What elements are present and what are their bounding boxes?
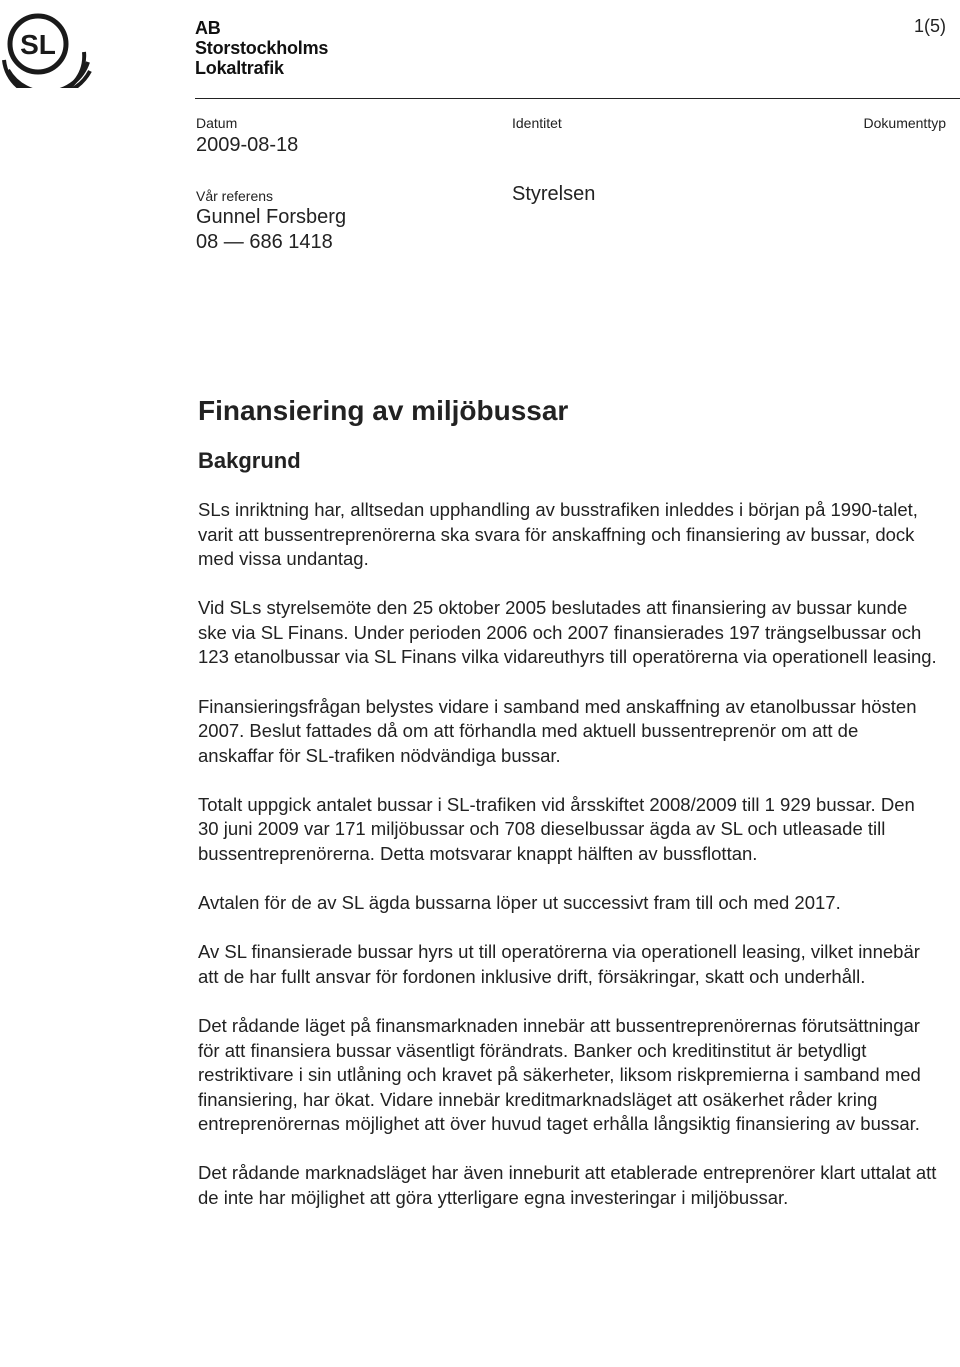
organization-name (195, 18, 328, 78)
paragraph: Det rådande läget på finansmarknaden innebär att bussentreprenörernas förutsättningar för att finansiera bussar väsentligt förändrats. Banker och kreditinstitut är betydligt restriktivare i sin utlåning och kravet på säkerheter, liksom riskpremierna i samband med finansiering, har ökat. Vidare innebär kreditmarknadsläget att osäkerhet råder kring entreprenörernas möjlighet att över huvud taget erhålla långsiktig finansiering av bussar. (198, 1014, 921, 1135)
org-line-2: Storstockholms (195, 38, 329, 58)
date-value: 2009-08-18 (196, 134, 299, 156)
org-line-3: Lokaltrafik (195, 58, 284, 78)
section-heading: Bakgrund (198, 448, 301, 473)
svg-text:SL: SL (20, 29, 56, 60)
paragraph: Totalt uppgick antalet bussar i SL-trafiken vid årsskiftet 2008/2009 till 1 929 bussar. Den 30 juni 2009 var 171 miljöbussar och 708 dieselbussar ägda av SL och utleasade till bussentreprenörerna. Detta motsvarar knappt hälften av bussflottan. (198, 793, 915, 865)
sl-logo-icon (0, 8, 92, 88)
doctype-label: Dokumenttyp (863, 115, 946, 131)
reference-name: Gunnel Forsberg (196, 206, 347, 228)
paragraph: Finansieringsfrågan belystes vidare i samband med anskaffning av etanolbussar hösten 2007. Beslut fattades då om att förhandla med aktuell bussentreprenör om att de anskaffar för SL-trafiken nödvändiga bussar. (198, 695, 917, 766)
org-line-1: AB (195, 18, 221, 38)
reference-label: Vår referens (196, 188, 274, 204)
document-title: Finansiering av miljöbussar (198, 395, 569, 426)
header-divider (195, 98, 960, 99)
document-body (198, 498, 938, 1235)
paragraph: Av SL finansierade bussar hyrs ut till operatörerna via operationell leasing, vilket innebär att de har fullt ansvar för fordonen inklusive drift, försäkringar, skatt och underhåll. (198, 941, 920, 987)
date-label: Datum (196, 115, 238, 131)
reference-phone: 08 — 686 1418 (196, 231, 333, 253)
sl-logo (0, 8, 92, 88)
paragraph: Det rådande marknadsläget har även inneburit att etablerade entreprenörer klart uttalat att de inte har möjlighet att göra ytterligare egna investeringar i miljöbussar. (198, 1162, 937, 1208)
paragraph: Vid SLs styrelsemöte den 25 oktober 2005 beslutades att finansiering av bussar kunde ske via SL Finans. Under perioden 2006 och 2007 finansierades 197 trängselbussar och 123 etanolbussar via SL Finans vilka vidareuthyrs till operatörerna via operationell leasing. (198, 597, 937, 668)
page-number: 1(5) (913, 16, 946, 36)
recipient: Styrelsen (512, 183, 596, 205)
identity-label: Identitet (512, 115, 562, 131)
paragraph: Avtalen för de av SL ägda bussarna löper ut successivt fram till och med 2017. (198, 892, 841, 914)
paragraph: SLs inriktning har, alltsedan upphandling av busstrafiken inleddes i början på 1990-talet, varit att bussentreprenörerna ska svara för anskaffning och finansiering av bussar, dock med vissa undantag. (198, 499, 918, 570)
